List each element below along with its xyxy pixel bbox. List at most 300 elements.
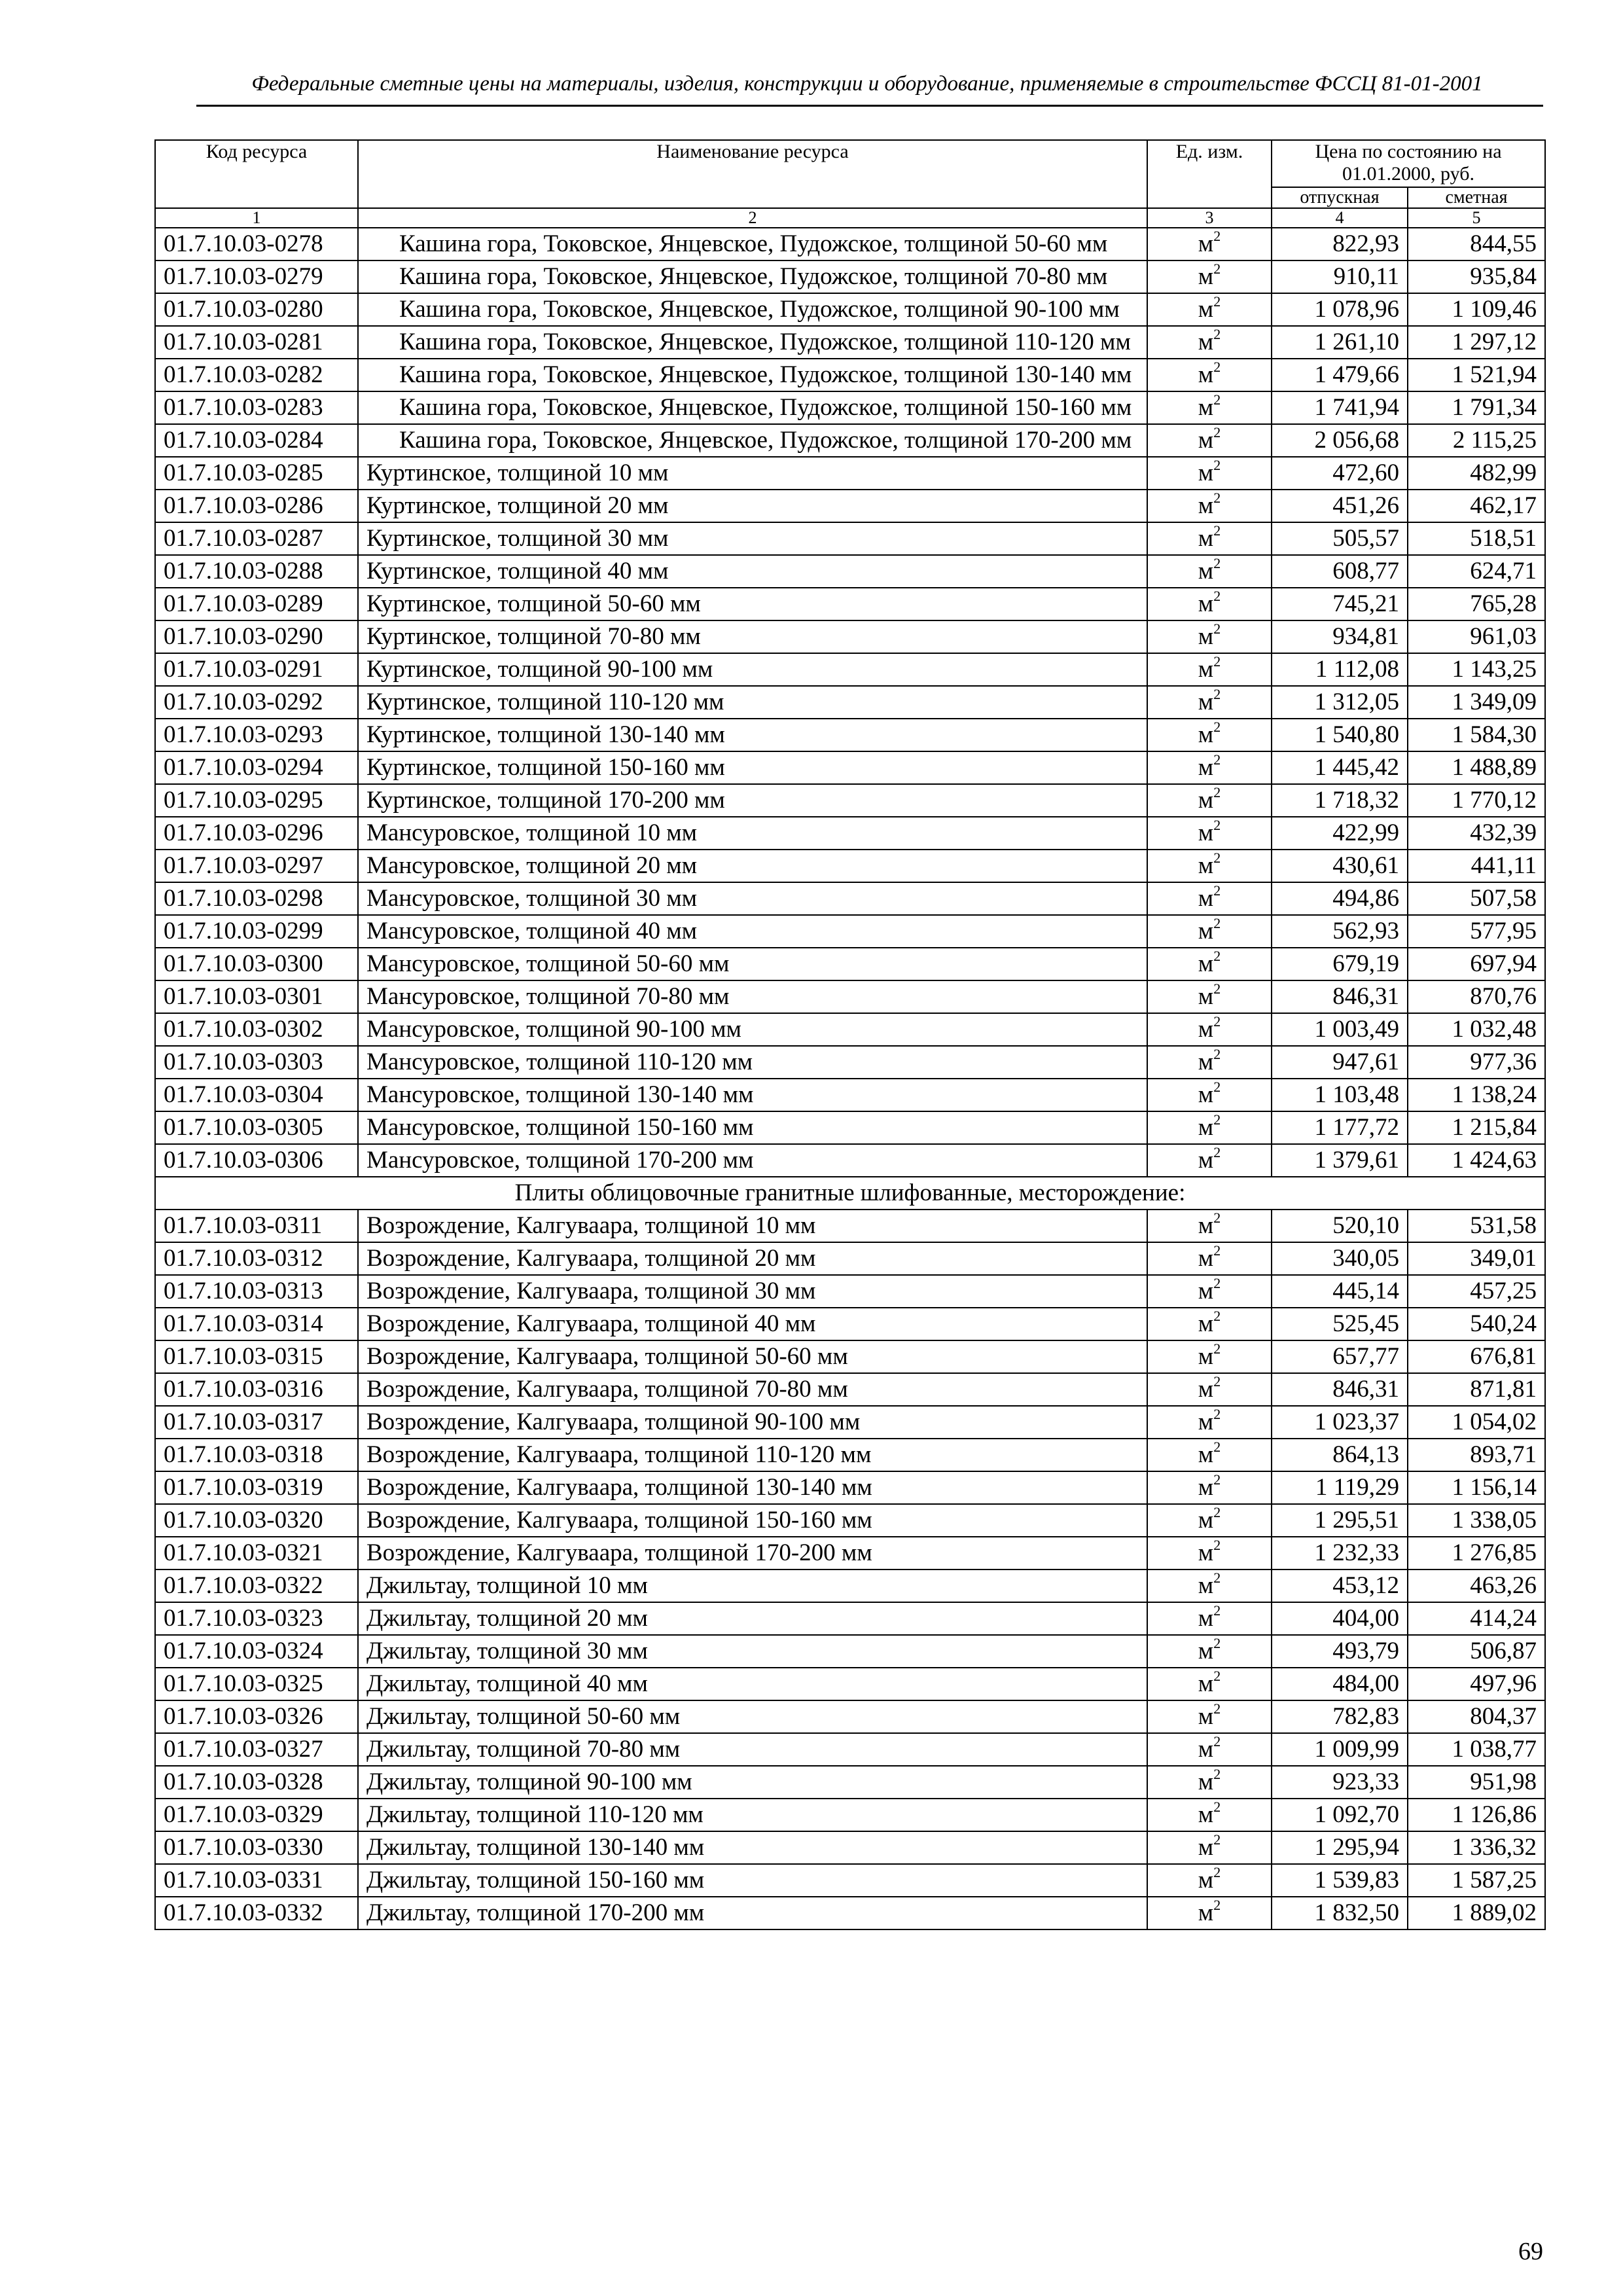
estimate-price: 1 156,14 bbox=[1408, 1471, 1545, 1504]
release-price: 608,77 bbox=[1272, 555, 1408, 588]
estimate-price: 2 115,25 bbox=[1408, 424, 1545, 457]
resource-code: 01.7.10.03-0292 bbox=[155, 686, 358, 719]
estimate-price: 507,58 bbox=[1408, 882, 1545, 915]
unit-cell bbox=[1147, 1439, 1272, 1471]
unit-cell bbox=[1147, 1897, 1272, 1929]
resource-name: Кашина гора, Токовское, Янцевское, Пудожское, толщиной 70-80 мм bbox=[358, 260, 1147, 293]
unit-power: 2 bbox=[1213, 1831, 1221, 1848]
estimate-price: 961,03 bbox=[1408, 620, 1545, 653]
unit-label: м bbox=[1198, 885, 1214, 912]
table-row bbox=[155, 719, 1545, 751]
resource-code: 01.7.10.03-0318 bbox=[155, 1439, 358, 1471]
table-row bbox=[155, 1439, 1545, 1471]
unit-label: м bbox=[1198, 1736, 1214, 1763]
release-price: 422,99 bbox=[1272, 817, 1408, 850]
release-price: 1 445,42 bbox=[1272, 751, 1408, 784]
resource-name: Возрождение, Калгуваара, толщиной 130-140 мм bbox=[358, 1471, 1147, 1504]
resource-name: Джильтау, толщиной 90-100 мм bbox=[358, 1766, 1147, 1799]
resource-name: Мансуровское, толщиной 50-60 мм bbox=[358, 948, 1147, 980]
resource-code: 01.7.10.03-0331 bbox=[155, 1864, 358, 1897]
table-row bbox=[155, 293, 1545, 326]
release-price: 562,93 bbox=[1272, 915, 1408, 948]
unit-label: м bbox=[1198, 721, 1214, 748]
unit-power: 2 bbox=[1213, 1799, 1221, 1815]
resource-name: Мансуровское, толщиной 130-140 мм bbox=[358, 1079, 1147, 1111]
resource-code: 01.7.10.03-0293 bbox=[155, 719, 358, 751]
unit-cell bbox=[1147, 1570, 1272, 1602]
estimate-price: 1 584,30 bbox=[1408, 719, 1545, 751]
table-row bbox=[155, 784, 1545, 817]
resource-code: 01.7.10.03-0320 bbox=[155, 1504, 358, 1537]
release-price: 657,77 bbox=[1272, 1340, 1408, 1373]
unit-cell bbox=[1147, 620, 1272, 653]
release-price: 520,10 bbox=[1272, 1210, 1408, 1242]
resource-name: Джильтау, толщиной 130-140 мм bbox=[358, 1831, 1147, 1864]
unit-power: 2 bbox=[1213, 1439, 1221, 1455]
resource-code: 01.7.10.03-0290 bbox=[155, 620, 358, 653]
unit-label: м bbox=[1198, 754, 1214, 781]
resource-name: Возрождение, Калгуваара, толщиной 30 мм bbox=[358, 1275, 1147, 1308]
estimate-price: 1 791,34 bbox=[1408, 391, 1545, 424]
estimate-price: 349,01 bbox=[1408, 1242, 1545, 1275]
unit-cell bbox=[1147, 1766, 1272, 1799]
unit-power: 2 bbox=[1213, 1406, 1221, 1422]
unit-label: м bbox=[1198, 1507, 1214, 1534]
resource-name: Куртинское, толщиной 40 мм bbox=[358, 555, 1147, 588]
unit-label: м bbox=[1198, 590, 1214, 617]
estimate-price: 1 276,85 bbox=[1408, 1537, 1545, 1570]
release-price: 1 261,10 bbox=[1272, 326, 1408, 359]
unit-label: м bbox=[1198, 1016, 1214, 1043]
unit-cell bbox=[1147, 1013, 1272, 1046]
unit-cell bbox=[1147, 326, 1272, 359]
estimate-price: 482,99 bbox=[1408, 457, 1545, 490]
resource-code: 01.7.10.03-0327 bbox=[155, 1733, 358, 1766]
table-row bbox=[155, 1635, 1545, 1668]
resource-name: Возрождение, Калгуваара, толщиной 170-200 мм bbox=[358, 1537, 1147, 1570]
table-row bbox=[155, 980, 1545, 1013]
unit-label: м bbox=[1198, 558, 1214, 584]
unit-power: 2 bbox=[1213, 948, 1221, 964]
release-price: 864,13 bbox=[1272, 1439, 1408, 1471]
resource-name: Куртинское, толщиной 110-120 мм bbox=[358, 686, 1147, 719]
unit-power: 2 bbox=[1213, 1700, 1221, 1717]
release-price: 1 379,61 bbox=[1272, 1144, 1408, 1177]
table-row bbox=[155, 359, 1545, 391]
resource-code: 01.7.10.03-0301 bbox=[155, 980, 358, 1013]
estimate-price: 1 770,12 bbox=[1408, 784, 1545, 817]
unit-cell bbox=[1147, 1471, 1272, 1504]
resource-name: Возрождение, Калгуваара, толщиной 10 мм bbox=[358, 1210, 1147, 1242]
table-row bbox=[155, 228, 1545, 260]
release-price: 1 092,70 bbox=[1272, 1799, 1408, 1831]
release-price: 525,45 bbox=[1272, 1308, 1408, 1340]
unit-power: 2 bbox=[1213, 260, 1221, 277]
resource-code: 01.7.10.03-0314 bbox=[155, 1308, 358, 1340]
unit-cell bbox=[1147, 1308, 1272, 1340]
release-price: 822,93 bbox=[1272, 228, 1408, 260]
resource-name: Возрождение, Калгуваара, толщиной 40 мм bbox=[358, 1308, 1147, 1340]
resource-code: 01.7.10.03-0311 bbox=[155, 1210, 358, 1242]
unit-power: 2 bbox=[1213, 882, 1221, 899]
unit-power: 2 bbox=[1213, 326, 1221, 342]
resource-name: Мансуровское, толщиной 150-160 мм bbox=[358, 1111, 1147, 1144]
table-row bbox=[155, 326, 1545, 359]
unit-power: 2 bbox=[1213, 1668, 1221, 1684]
table-body bbox=[155, 228, 1545, 1929]
release-price: 1 832,50 bbox=[1272, 1897, 1408, 1929]
unit-label: м bbox=[1198, 1147, 1214, 1174]
column-number: 1 bbox=[155, 208, 358, 228]
unit-power: 2 bbox=[1213, 1733, 1221, 1749]
release-price: 1 177,72 bbox=[1272, 1111, 1408, 1144]
table-row bbox=[155, 522, 1545, 555]
table-row bbox=[155, 1340, 1545, 1373]
unit-label: м bbox=[1198, 852, 1214, 879]
column-number: 5 bbox=[1408, 208, 1545, 228]
table-row bbox=[155, 424, 1545, 457]
resource-code: 01.7.10.03-0325 bbox=[155, 1668, 358, 1700]
unit-label: м bbox=[1198, 1474, 1214, 1501]
release-price: 1 312,05 bbox=[1272, 686, 1408, 719]
header-rule bbox=[196, 105, 1543, 107]
unit-cell bbox=[1147, 1635, 1272, 1668]
estimate-price: 463,26 bbox=[1408, 1570, 1545, 1602]
estimate-price: 1 338,05 bbox=[1408, 1504, 1545, 1537]
column-number: 4 bbox=[1272, 208, 1408, 228]
estimate-price: 1 336,32 bbox=[1408, 1831, 1545, 1864]
unit-power: 2 bbox=[1213, 1471, 1221, 1488]
unit-label: м bbox=[1198, 263, 1214, 290]
header-code: Код ресурса bbox=[155, 140, 358, 208]
resource-code: 01.7.10.03-0291 bbox=[155, 653, 358, 686]
unit-power: 2 bbox=[1213, 653, 1221, 670]
resource-name: Возрождение, Калгуваара, толщиной 110-120 мм bbox=[358, 1439, 1147, 1471]
unit-cell bbox=[1147, 1111, 1272, 1144]
resource-name: Кашина гора, Токовское, Янцевское, Пудожское, толщиной 50-60 мм bbox=[358, 228, 1147, 260]
resource-code: 01.7.10.03-0321 bbox=[155, 1537, 358, 1570]
table-row bbox=[155, 948, 1545, 980]
table-row bbox=[155, 850, 1545, 882]
unit-power: 2 bbox=[1213, 1013, 1221, 1030]
resource-code: 01.7.10.03-0299 bbox=[155, 915, 358, 948]
release-price: 451,26 bbox=[1272, 490, 1408, 522]
table-row bbox=[155, 751, 1545, 784]
unit-cell bbox=[1147, 1602, 1272, 1635]
table-row bbox=[155, 1013, 1545, 1046]
resource-name: Джильтау, толщиной 10 мм bbox=[358, 1570, 1147, 1602]
unit-power: 2 bbox=[1213, 555, 1221, 571]
table-row bbox=[155, 653, 1545, 686]
unit-cell bbox=[1147, 1864, 1272, 1897]
unit-cell bbox=[1147, 1799, 1272, 1831]
resource-name: Кашина гора, Токовское, Янцевское, Пудожское, толщиной 150-160 мм bbox=[358, 391, 1147, 424]
resource-name: Кашина гора, Токовское, Янцевское, Пудожское, толщиной 170-200 мм bbox=[358, 424, 1147, 457]
resource-name: Мансуровское, толщиной 10 мм bbox=[358, 817, 1147, 850]
resource-code: 01.7.10.03-0319 bbox=[155, 1471, 358, 1504]
unit-cell bbox=[1147, 359, 1272, 391]
resource-code: 01.7.10.03-0296 bbox=[155, 817, 358, 850]
estimate-price: 1 349,09 bbox=[1408, 686, 1545, 719]
unit-power: 2 bbox=[1213, 522, 1221, 539]
table-row bbox=[155, 1831, 1545, 1864]
table-row bbox=[155, 1471, 1545, 1504]
unit-cell bbox=[1147, 555, 1272, 588]
resource-code: 01.7.10.03-0330 bbox=[155, 1831, 358, 1864]
estimate-price: 1 109,46 bbox=[1408, 293, 1545, 326]
unit-power: 2 bbox=[1213, 1340, 1221, 1357]
release-price: 1 718,32 bbox=[1272, 784, 1408, 817]
table-row bbox=[155, 457, 1545, 490]
unit-cell bbox=[1147, 391, 1272, 424]
section-heading: Плиты облицовочные гранитные шлифованные, месторождение: bbox=[155, 1177, 1545, 1210]
resource-name: Куртинское, толщиной 90-100 мм bbox=[358, 653, 1147, 686]
unit-power: 2 bbox=[1213, 1144, 1221, 1160]
estimate-price: 624,71 bbox=[1408, 555, 1545, 588]
table-row bbox=[155, 915, 1545, 948]
resource-code: 01.7.10.03-0329 bbox=[155, 1799, 358, 1831]
resource-code: 01.7.10.03-0305 bbox=[155, 1111, 358, 1144]
resource-code: 01.7.10.03-0328 bbox=[155, 1766, 358, 1799]
unit-label: м bbox=[1198, 1049, 1214, 1075]
estimate-price: 870,76 bbox=[1408, 980, 1545, 1013]
unit-label: м bbox=[1198, 918, 1214, 944]
unit-cell bbox=[1147, 424, 1272, 457]
unit-label: м bbox=[1198, 1343, 1214, 1370]
resource-name: Куртинское, толщиной 20 мм bbox=[358, 490, 1147, 522]
unit-cell bbox=[1147, 817, 1272, 850]
resource-name: Куртинское, толщиной 150-160 мм bbox=[358, 751, 1147, 784]
table-row bbox=[155, 1700, 1545, 1733]
release-price: 493,79 bbox=[1272, 1635, 1408, 1668]
table-row bbox=[155, 1046, 1545, 1079]
unit-cell bbox=[1147, 915, 1272, 948]
release-price: 1 295,51 bbox=[1272, 1504, 1408, 1537]
release-price: 1 103,48 bbox=[1272, 1079, 1408, 1111]
table-row bbox=[155, 391, 1545, 424]
unit-power: 2 bbox=[1213, 719, 1221, 735]
unit-label: м bbox=[1198, 1278, 1214, 1304]
release-price: 1 479,66 bbox=[1272, 359, 1408, 391]
unit-cell bbox=[1147, 850, 1272, 882]
release-price: 472,60 bbox=[1272, 457, 1408, 490]
estimate-price: 676,81 bbox=[1408, 1340, 1545, 1373]
table-row bbox=[155, 1799, 1545, 1831]
table-row bbox=[155, 882, 1545, 915]
resource-name: Куртинское, толщиной 30 мм bbox=[358, 522, 1147, 555]
unit-power: 2 bbox=[1213, 359, 1221, 375]
unit-cell bbox=[1147, 1700, 1272, 1733]
resource-code: 01.7.10.03-0324 bbox=[155, 1635, 358, 1668]
section-heading-row bbox=[155, 1177, 1545, 1210]
unit-label: м bbox=[1198, 361, 1214, 388]
estimate-price: 804,37 bbox=[1408, 1700, 1545, 1733]
unit-label: м bbox=[1198, 1114, 1214, 1141]
estimate-price: 893,71 bbox=[1408, 1439, 1545, 1471]
table-row bbox=[155, 555, 1545, 588]
unit-label: м bbox=[1198, 1638, 1214, 1664]
resource-code: 01.7.10.03-0323 bbox=[155, 1602, 358, 1635]
release-price: 910,11 bbox=[1272, 260, 1408, 293]
unit-cell bbox=[1147, 1079, 1272, 1111]
unit-power: 2 bbox=[1213, 1373, 1221, 1390]
unit-power: 2 bbox=[1213, 1864, 1221, 1880]
unit-cell bbox=[1147, 228, 1272, 260]
unit-cell bbox=[1147, 686, 1272, 719]
unit-cell bbox=[1147, 260, 1272, 293]
resource-code: 01.7.10.03-0289 bbox=[155, 588, 358, 620]
resource-name: Джильтау, толщиной 50-60 мм bbox=[358, 1700, 1147, 1733]
estimate-price: 497,96 bbox=[1408, 1668, 1545, 1700]
estimate-price: 697,94 bbox=[1408, 948, 1545, 980]
unit-label: м bbox=[1198, 689, 1214, 715]
header-release-price: отпускная bbox=[1272, 187, 1408, 208]
unit-cell bbox=[1147, 490, 1272, 522]
estimate-price: 1 587,25 bbox=[1408, 1864, 1545, 1897]
release-price: 505,57 bbox=[1272, 522, 1408, 555]
unit-cell bbox=[1147, 457, 1272, 490]
unit-cell bbox=[1147, 1242, 1272, 1275]
resource-name: Кашина гора, Токовское, Янцевское, Пудожское, толщиной 110-120 мм bbox=[358, 326, 1147, 359]
resource-code: 01.7.10.03-0326 bbox=[155, 1700, 358, 1733]
table-row bbox=[155, 588, 1545, 620]
unit-label: м bbox=[1198, 1081, 1214, 1108]
resource-code: 01.7.10.03-0287 bbox=[155, 522, 358, 555]
table-row bbox=[155, 1766, 1545, 1799]
resource-name: Куртинское, толщиной 130-140 мм bbox=[358, 719, 1147, 751]
unit-label: м bbox=[1198, 296, 1214, 323]
estimate-price: 951,98 bbox=[1408, 1766, 1545, 1799]
unit-cell bbox=[1147, 751, 1272, 784]
table-row bbox=[155, 1079, 1545, 1111]
resource-code: 01.7.10.03-0316 bbox=[155, 1373, 358, 1406]
release-price: 923,33 bbox=[1272, 1766, 1408, 1799]
estimate-price: 1 424,63 bbox=[1408, 1144, 1545, 1177]
release-price: 1 295,94 bbox=[1272, 1831, 1408, 1864]
resource-code: 01.7.10.03-0283 bbox=[155, 391, 358, 424]
resource-name: Куртинское, толщиной 70-80 мм bbox=[358, 620, 1147, 653]
resource-code: 01.7.10.03-0306 bbox=[155, 1144, 358, 1177]
header-unit: Ед. изм. bbox=[1147, 140, 1272, 208]
resource-name: Возрождение, Калгуваара, толщиной 150-160 мм bbox=[358, 1504, 1147, 1537]
resource-code: 01.7.10.03-0286 bbox=[155, 490, 358, 522]
unit-label: м bbox=[1198, 1605, 1214, 1632]
resource-code: 01.7.10.03-0322 bbox=[155, 1570, 358, 1602]
release-price: 934,81 bbox=[1272, 620, 1408, 653]
resource-code: 01.7.10.03-0312 bbox=[155, 1242, 358, 1275]
header-name: Наименование ресурса bbox=[358, 140, 1147, 208]
resource-name: Мансуровское, толщиной 110-120 мм bbox=[358, 1046, 1147, 1079]
resource-name: Джильтау, толщиной 170-200 мм bbox=[358, 1897, 1147, 1929]
resource-name: Джильтау, толщиной 110-120 мм bbox=[358, 1799, 1147, 1831]
release-price: 1 119,29 bbox=[1272, 1471, 1408, 1504]
unit-label: м bbox=[1198, 1376, 1214, 1403]
unit-power: 2 bbox=[1213, 980, 1221, 997]
page-number: 69 bbox=[1518, 2238, 1543, 2265]
release-price: 1 539,83 bbox=[1272, 1864, 1408, 1897]
unit-cell bbox=[1147, 1210, 1272, 1242]
estimate-price: 1 054,02 bbox=[1408, 1406, 1545, 1439]
resource-code: 01.7.10.03-0294 bbox=[155, 751, 358, 784]
unit-power: 2 bbox=[1213, 686, 1221, 702]
unit-cell bbox=[1147, 1046, 1272, 1079]
unit-label: м bbox=[1198, 1441, 1214, 1468]
resource-name: Мансуровское, толщиной 40 мм bbox=[358, 915, 1147, 948]
resource-name: Куртинское, толщиной 50-60 мм bbox=[358, 588, 1147, 620]
unit-label: м bbox=[1198, 656, 1214, 683]
unit-power: 2 bbox=[1213, 850, 1221, 866]
unit-power: 2 bbox=[1213, 784, 1221, 800]
unit-power: 2 bbox=[1213, 817, 1221, 833]
release-price: 782,83 bbox=[1272, 1700, 1408, 1733]
unit-power: 2 bbox=[1213, 1504, 1221, 1520]
unit-label: м bbox=[1198, 1539, 1214, 1566]
release-price: 453,12 bbox=[1272, 1570, 1408, 1602]
release-price: 1 540,80 bbox=[1272, 719, 1408, 751]
unit-power: 2 bbox=[1213, 391, 1221, 408]
table-row bbox=[155, 1537, 1545, 1570]
unit-cell bbox=[1147, 522, 1272, 555]
release-price: 445,14 bbox=[1272, 1275, 1408, 1308]
unit-power: 2 bbox=[1213, 620, 1221, 637]
unit-power: 2 bbox=[1213, 1111, 1221, 1128]
table-row bbox=[155, 490, 1545, 522]
unit-label: м bbox=[1198, 1212, 1214, 1239]
resource-code: 01.7.10.03-0282 bbox=[155, 359, 358, 391]
resource-code: 01.7.10.03-0281 bbox=[155, 326, 358, 359]
table-row bbox=[155, 1210, 1545, 1242]
unit-power: 2 bbox=[1213, 228, 1221, 244]
resource-code: 01.7.10.03-0304 bbox=[155, 1079, 358, 1111]
estimate-price: 1 038,77 bbox=[1408, 1733, 1545, 1766]
unit-cell bbox=[1147, 1144, 1272, 1177]
release-price: 1 741,94 bbox=[1272, 391, 1408, 424]
unit-cell bbox=[1147, 588, 1272, 620]
estimate-price: 1 126,86 bbox=[1408, 1799, 1545, 1831]
resource-code: 01.7.10.03-0315 bbox=[155, 1340, 358, 1373]
unit-power: 2 bbox=[1213, 915, 1221, 931]
unit-label: м bbox=[1198, 459, 1214, 486]
estimate-price: 844,55 bbox=[1408, 228, 1545, 260]
unit-label: м bbox=[1198, 427, 1214, 454]
table-row bbox=[155, 1275, 1545, 1308]
release-price: 494,86 bbox=[1272, 882, 1408, 915]
resource-name: Мансуровское, толщиной 90-100 мм bbox=[358, 1013, 1147, 1046]
unit-label: м bbox=[1198, 1899, 1214, 1926]
resource-name: Кашина гора, Токовское, Янцевское, Пудожское, толщиной 90-100 мм bbox=[358, 293, 1147, 326]
estimate-price: 1 297,12 bbox=[1408, 326, 1545, 359]
release-price: 846,31 bbox=[1272, 1373, 1408, 1406]
resource-name: Мансуровское, толщиной 70-80 мм bbox=[358, 980, 1147, 1013]
resource-code: 01.7.10.03-0317 bbox=[155, 1406, 358, 1439]
estimate-price: 1 032,48 bbox=[1408, 1013, 1545, 1046]
estimate-price: 577,95 bbox=[1408, 915, 1545, 948]
resource-code: 01.7.10.03-0278 bbox=[155, 228, 358, 260]
unit-label: м bbox=[1198, 950, 1214, 977]
unit-cell bbox=[1147, 653, 1272, 686]
unit-label: м bbox=[1198, 492, 1214, 519]
release-price: 947,61 bbox=[1272, 1046, 1408, 1079]
unit-cell bbox=[1147, 1504, 1272, 1537]
table-row bbox=[155, 1504, 1545, 1537]
unit-power: 2 bbox=[1213, 293, 1221, 310]
table-row bbox=[155, 1570, 1545, 1602]
resource-name: Куртинское, толщиной 170-200 мм bbox=[358, 784, 1147, 817]
unit-cell bbox=[1147, 980, 1272, 1013]
resource-code: 01.7.10.03-0280 bbox=[155, 293, 358, 326]
release-price: 1 078,96 bbox=[1272, 293, 1408, 326]
resource-code: 01.7.10.03-0288 bbox=[155, 555, 358, 588]
